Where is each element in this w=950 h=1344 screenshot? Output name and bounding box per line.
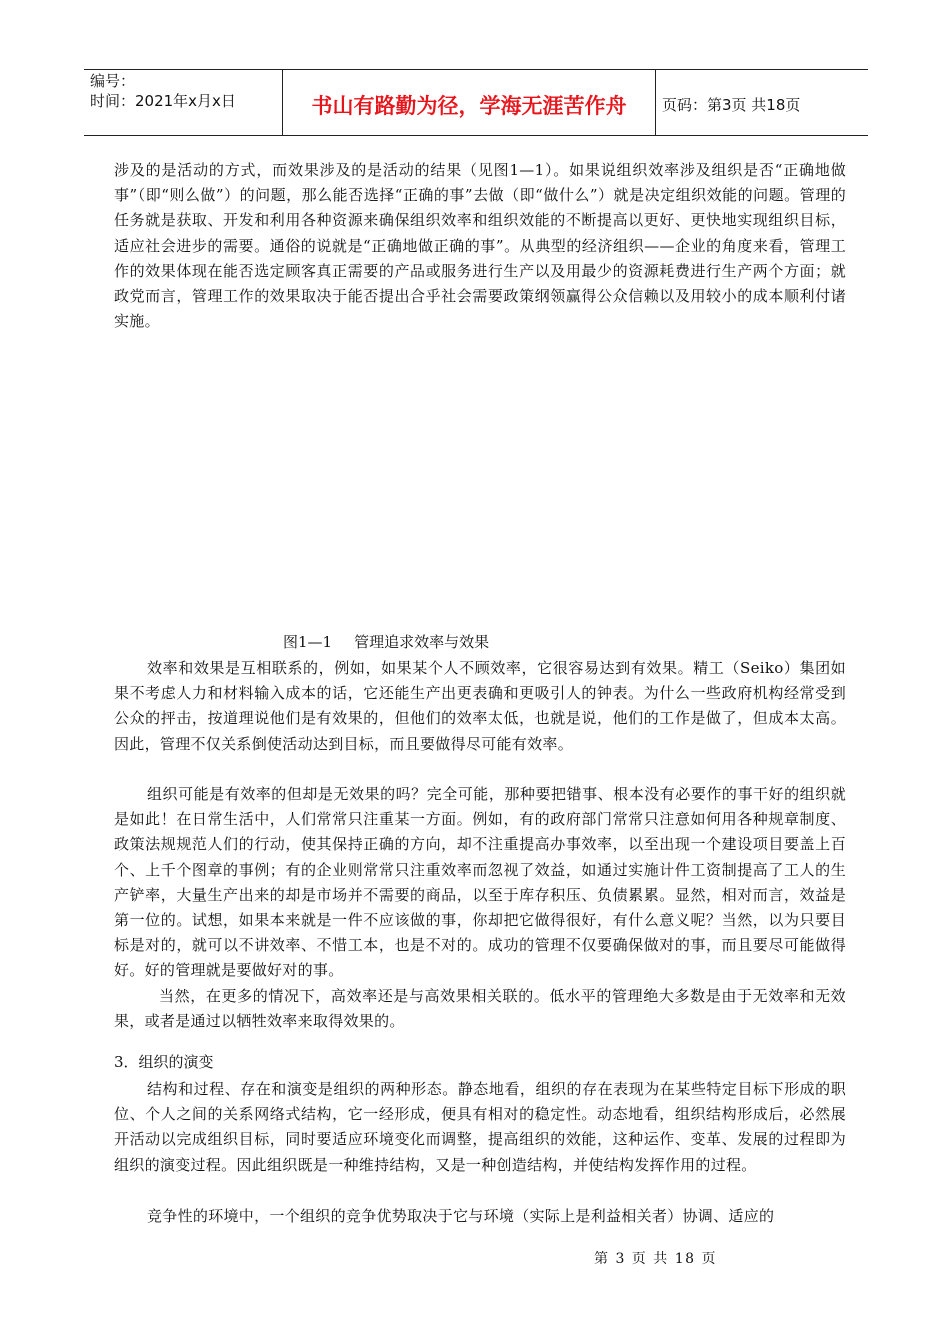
- page-footer: 第 3 页 共 18 页: [594, 1251, 717, 1267]
- header-meta: [84, 70, 282, 135]
- paragraph-structure-and-process: 结构和过程、存在和演变是组织的两种形态。静态地看，组织的存在表现为在某些特定目标下形成的职位、个人之间的关系网络式结构，它一经形成，便具有相对的稳定性。动态地看，组织结构形成后，必然展开活动以完成组织目标，同时要适应环境变化而调整，提高组织的效能，这种运作、变革、发展的过程即为组织的演变过程。因此组织既是一种维持结构，又是一种创造结构，并使结构发挥作用的过程。: [114, 1080, 846, 1174]
- figure-title: 管理追求效率与效果: [354, 633, 490, 651]
- header-motto: 书山有路勤为径，学海无涯苦作舟: [282, 70, 656, 135]
- paragraph-high-efficiency-high-effect: 当然，在更多的情况下，高效率还是与高效果相关联的。低水平的管理绝大多数是由于无效率和无效果，或者是通过以牺牲效率来取得效果的。: [114, 987, 846, 1031]
- paragraph-competitive-environment: 竞争性的环境中，一个组织的竞争优势取决于它与环境（实际上是利益相关者）协调、适应的: [147, 1207, 775, 1225]
- date-label: 时间：2021年x月x日: [90, 92, 236, 110]
- figure-placeholder: [114, 345, 846, 625]
- header-page-number: 页码：第3页 共18页: [662, 96, 801, 114]
- figure-caption: [283, 632, 489, 652]
- paragraph-efficiency-effectiveness: 涉及的是活动的方式，而效果涉及的是活动的结果（见图1—1）。如果说组织效率涉及组织是否“正确地做事”（即“则么做”）的问题，那么能否选择“正确的事”去做（即“做什么”）就是决定组织效能的问题。管理的任务就是获取、开发和利用各种资源来确保组织效率和组织效能的不断提高以更好、更快地实现组织目标，适应社会进步的需要。通俗的说就是“正确地做正确的事”。从典型的经济组织——企业的角度来看，管理工作的效果体现在能否选定顾客真正需要的产品或服务进行生产以及用最少的资源耗费进行生产两个方面；就政党而言，管理工作的效果取决于能否提出合乎社会需要政策纲领赢得公众信赖以及用较小的成本顺利付诸实施。: [114, 161, 846, 331]
- section-heading: 3．组织的演变: [114, 1053, 214, 1071]
- paragraph-efficient-but-ineffective: 组织可能是有效率的但却是无效果的吗？完全可能，那种要把错事、根本没有必要作的事干好的组织就是如此！在日常生活中，人们常常只注重某一方面。例如，有的政府部门常常只注意如何用各种规章制度、政策法规规范人们的行动，使其保持正确的方向，却不注重提高办事效率，以至出现一个建设项目要盖上百个、上千个图章的事例；有的企业则常常只注重效率而忽视了效益，如通过实施计件工资制提高了工人的生产铲率，大量生产出来的却是市场并不需要的商品，以至于库存积压、负债累累。显然，相对而言，效益是第一位的。试想，如果本来就是一件不应该做的事，你却把它做得很好，有什么意义呢？当然，以为只要目标是对的，就可以不讲效率、不惜工本，也是不对的。成功的管理不仅要确保做对的事，而且要尽可能做得好。好的管理就是要做好对的事。: [114, 785, 846, 980]
- paragraph-efficiency-and-effect-linked: 效率和效果是互相联系的，例如，如果某个人不顾效率，它很容易达到有效果。精工（Seiko）集团如果不考虑人力和材料输入成本的话，它还能生产出更表确和更吸引人的钟表。为什么一些政府机构经常受到公众的抨击，按道理说他们是有效果的，但他们的效率太低，也就是说，他们的工作是做了，但成本太高。因此，管理不仅关系倒使活动达到目标，而且要做得尽可能有效率。: [114, 659, 846, 753]
- figure-number: 图1—1: [283, 633, 333, 651]
- serial-number-label: 编号：: [90, 72, 136, 90]
- page-header: [84, 69, 868, 136]
